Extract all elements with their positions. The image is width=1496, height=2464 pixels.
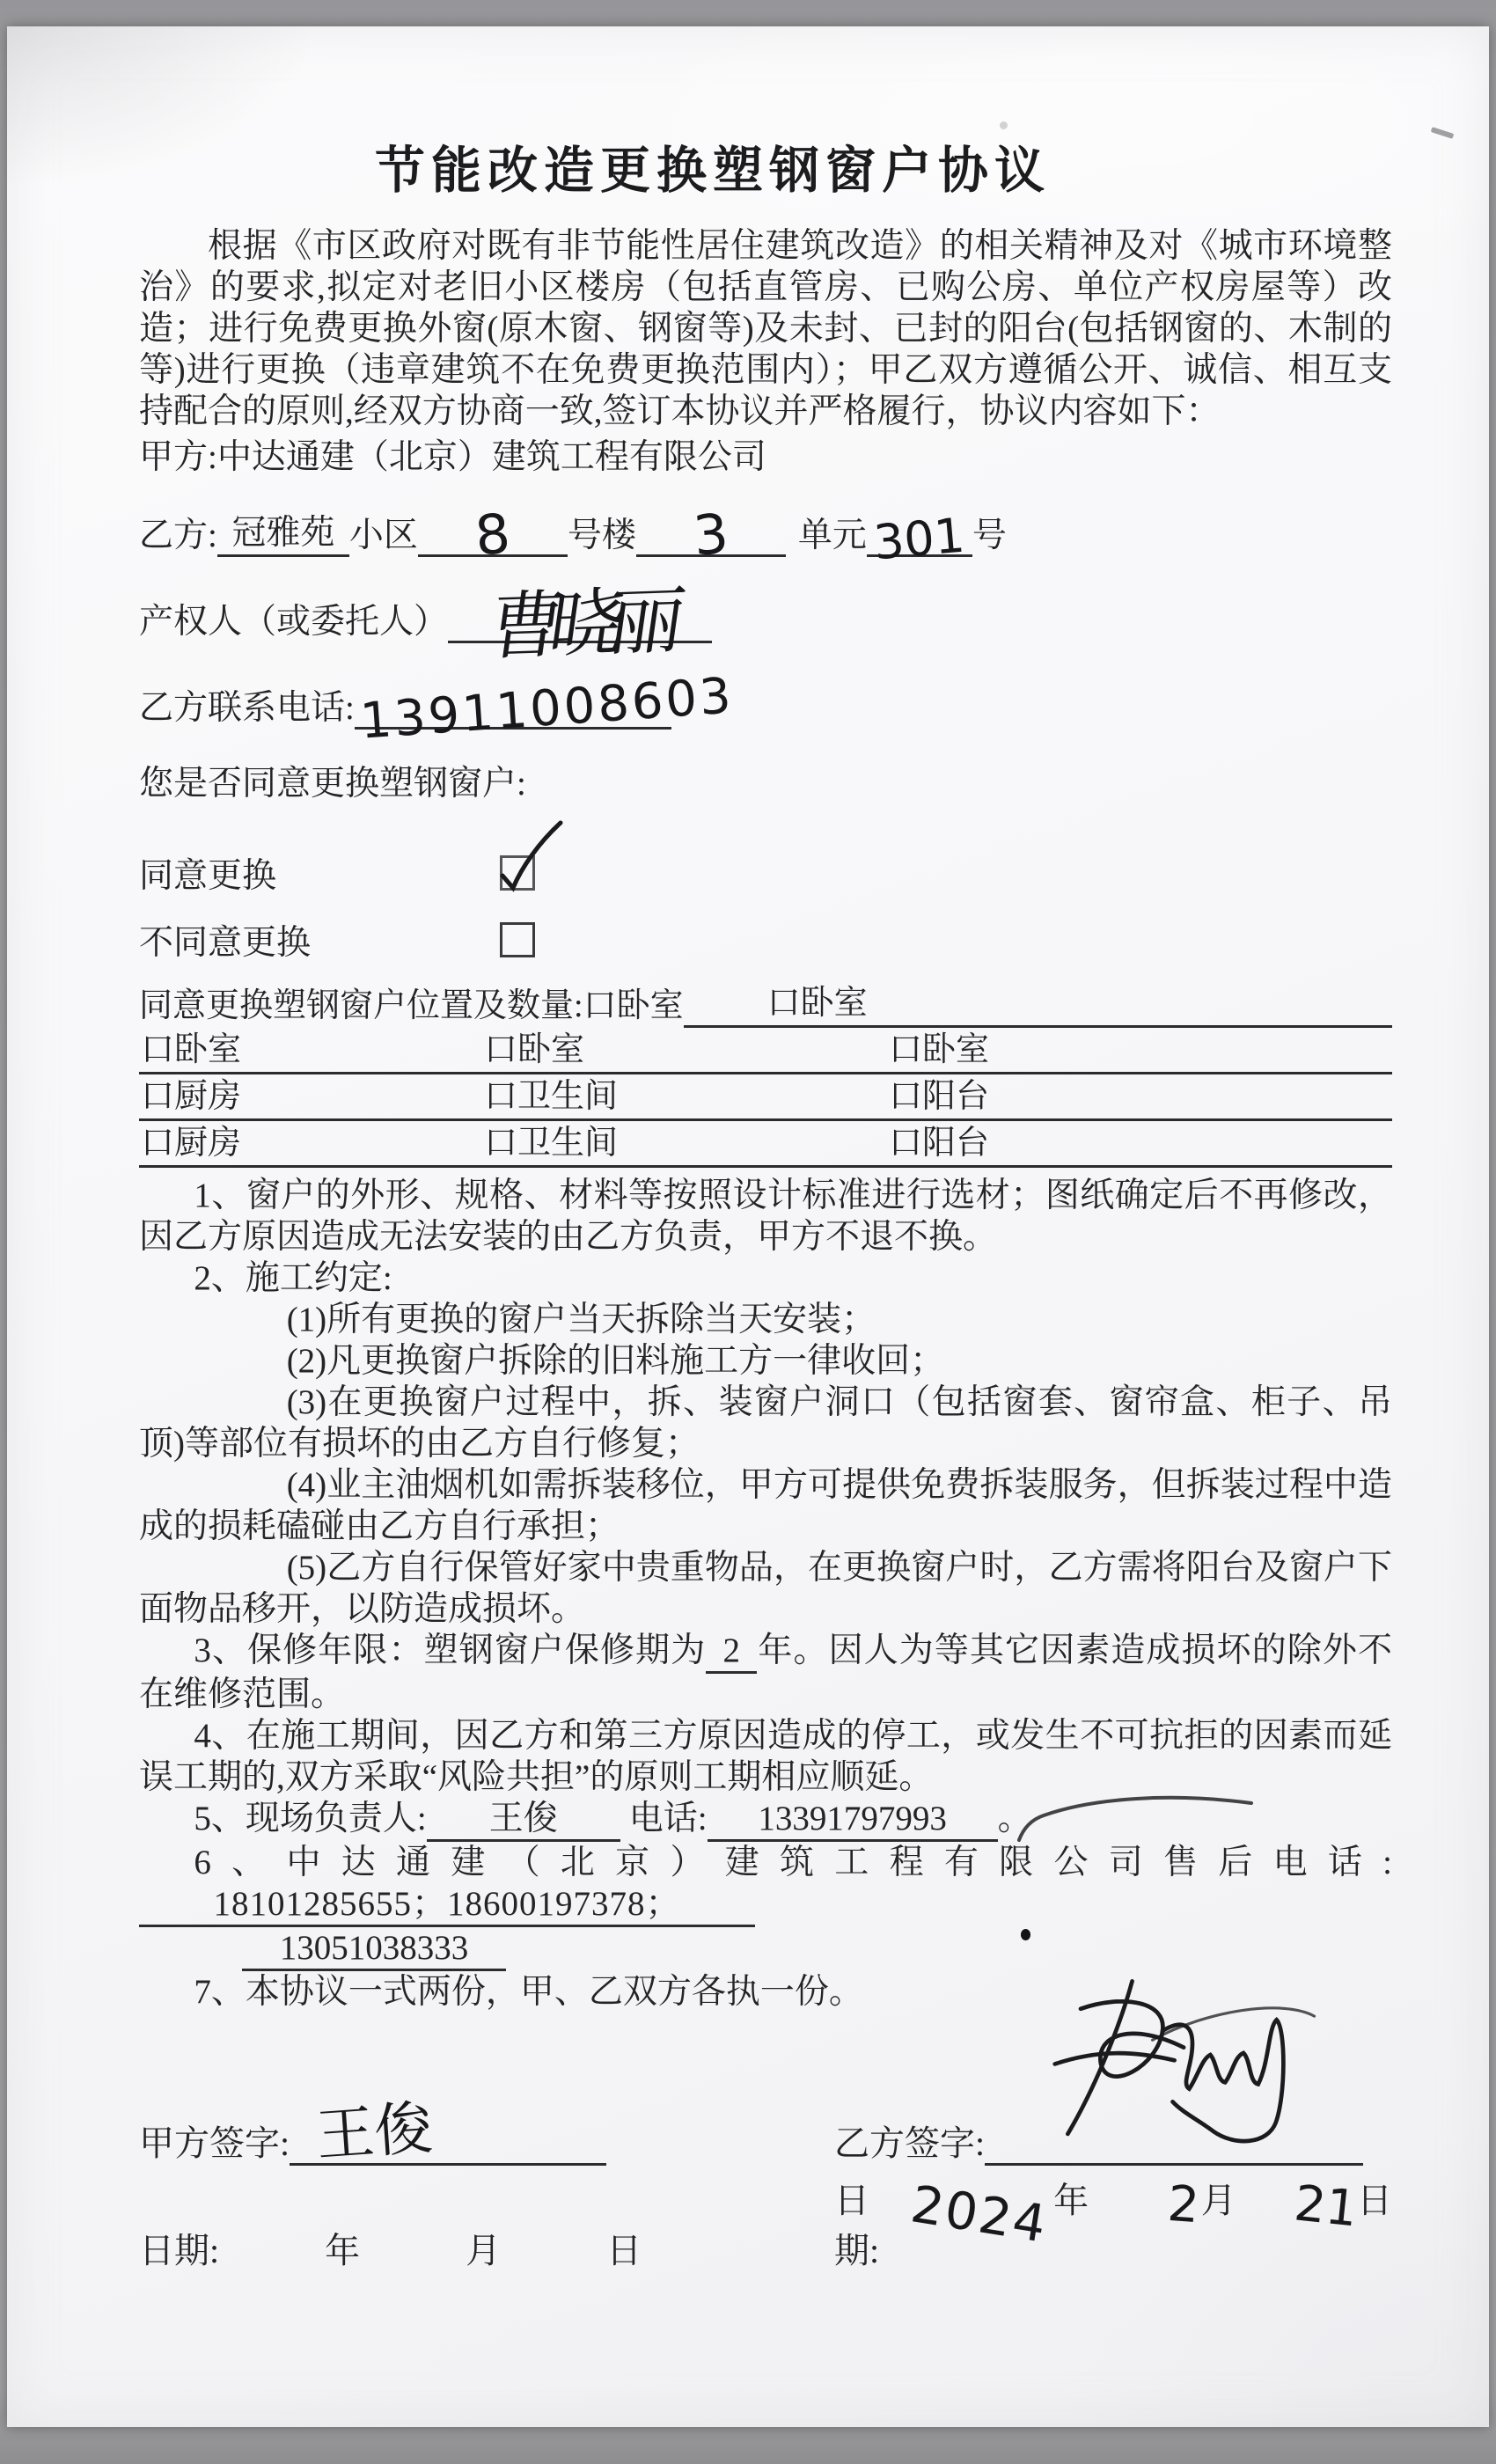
locations-table [139, 982, 1392, 1168]
loc-cell: 口卧室 [766, 985, 868, 1022]
phone-blank [355, 667, 736, 751]
owner-label: 产权人（或委托人） [139, 603, 449, 641]
date-b-label: 日期: [834, 2181, 880, 2270]
handwritten-pen-swoosh [1014, 1789, 1260, 1851]
handwritten-owner-name: 曹晓丽 [483, 577, 677, 671]
locations-row-3 [139, 1074, 1392, 1121]
clause-3-prefix: 3、保修年限：塑钢窗户保修期为 [194, 1632, 707, 1669]
unit-suffix: 单元 [797, 517, 867, 554]
clause-7: 7、本协议一式两份，甲、乙双方各执一份。 [194, 1973, 863, 2011]
disagree-checkbox [500, 922, 535, 957]
loc-cell: 口阳台 [889, 1125, 990, 1162]
unit-blank [636, 490, 786, 568]
loc-cell: 口厨房 [141, 1125, 242, 1162]
clause-3-suffix: 年。因人为等其它因素造成损坏的除外不在维修范围。 [139, 1632, 1392, 1713]
disagree-row [139, 906, 1392, 973]
party-a-signature-label: 甲方签字: [139, 2123, 290, 2163]
party-a-label: 甲方: [139, 438, 217, 476]
handwritten-building-number: 8 [473, 501, 513, 568]
contact-line [139, 656, 1392, 751]
clause-3 [139, 1630, 1392, 1715]
agree-row [139, 840, 1392, 906]
party-a-value: 中达通建（北京）建筑工程有限公司 [216, 438, 766, 476]
party-b-line [139, 492, 1392, 571]
building-suffix: 号楼 [567, 517, 636, 554]
locations-row1-line [684, 979, 1392, 1028]
owner-line [139, 569, 1392, 671]
clause-6-line-2 [139, 1927, 1392, 1971]
day-suffix: 日 [1357, 2181, 1392, 2220]
handwritten-party-a-signature: 王俊 [314, 2094, 436, 2170]
building-blank [418, 490, 568, 568]
signature-row [139, 2094, 1392, 2170]
clause-4: 4、在施工期间，因乙方和第三方原因造成的停工，或发生不可抗拒的因素而延误工期的,双方采取“风险共担”的原则工期相应顺延。 [139, 1717, 1392, 1796]
scan-speck [1000, 121, 1008, 129]
party-a-signature-line [290, 2094, 606, 2170]
clause-6 [139, 1842, 1392, 1927]
handwritten-check-mark-icon [497, 821, 566, 895]
date-row [139, 2174, 1392, 2273]
community-suffix: 小区 [348, 517, 418, 554]
loc-cell: 口卧室 [583, 987, 684, 1024]
handwritten-year: 2024 [907, 2174, 1052, 2255]
signature-section [139, 2094, 1392, 2273]
warranty-years-blank: 2 [706, 1630, 757, 1674]
party-a-line [139, 436, 1392, 480]
clause-2-5: (5)乙方自行保管好家中贵重物品，在更换窗户时，乙方需将阳台及窗户下面物品移开，以防造成损坏。 [139, 1549, 1392, 1628]
loc-cell: 口卫生间 [484, 1125, 619, 1162]
locations-label: 同意更换塑钢窗户位置及数量: [139, 987, 583, 1024]
month-suffix: 月 [1200, 2181, 1236, 2220]
month-suffix: 月 [466, 2231, 502, 2270]
loc-cell: 口卧室 [484, 1031, 585, 1068]
loc-cell: 口卧室 [889, 1031, 990, 1068]
contact-label: 乙方联系电话: [139, 689, 355, 727]
locations-row-1 [139, 982, 1392, 1028]
party-b-signature-block [834, 2116, 1392, 2166]
scanned-paper-sheet [7, 26, 1489, 2427]
clause-1: 1、窗户的外形、规格、材料等按照设计标准进行选材；图纸确定后不再修改，因乙方原因造成无法安装的由乙方负责，甲方不退不换。 [139, 1177, 1392, 1256]
clause-2-3: (3)在更换窗户过程中，拆、装窗户洞口（包括窗套、窗帘盒、柜子、吊顶)等部位有损坏的由乙方自行修复； [139, 1383, 1392, 1463]
handwritten-day: 21 [1291, 2174, 1360, 2239]
clause-2-4: (4)业主油烟机如需拆装移位，甲方可提供免费拆装服务，但拆装过程中造成的损耗磕碰由乙方自行承担； [139, 1466, 1392, 1545]
intro-paragraph: 根据《市区政府对既有非节能性居住建筑改造》的相关精神及对《城市环境整治》的要求,拟定对老旧小区楼房（包括直管房、已购公房、单位产权房屋等）改造；进行免费更换外窗(原木窗、钢窗等)及未封、已封的阳台(包括钢窗的、木制的等)进行更换（违章建筑不在免费更换范围内）；甲乙双方遵循公开、诚信、相互支持配合的原则,经双方协商一致,签订本协议并严格履行，协议内容如下： [139, 227, 1392, 430]
year-suffix: 年 [325, 2231, 361, 2270]
locations-lead [139, 978, 684, 1028]
ink-dot [1021, 1929, 1030, 1940]
party-a-signature-block [139, 2094, 834, 2170]
locations-row-2 [139, 1028, 1392, 1074]
clause-5-suffix: 。 [997, 1800, 1032, 1837]
handwritten-unit-number: 3 [691, 501, 731, 568]
clause-2-1: (1)所有更换的窗户当天拆除当天安装； [286, 1301, 876, 1338]
scan-speck [1431, 127, 1455, 139]
clause-2: 2、施工约定: [194, 1259, 392, 1297]
party-b-label: 乙方: [139, 517, 217, 554]
handwritten-room-number: 301 [871, 507, 967, 571]
agree-label: 同意更换 [139, 857, 277, 895]
date-b-block [834, 2165, 1392, 2273]
consent-question: 您是否同意更换塑钢窗户: [139, 765, 526, 803]
loc-cell: 口卧室 [141, 1031, 242, 1068]
date-a-label: 日期: [139, 2231, 220, 2270]
loc-cell: 口阳台 [889, 1078, 990, 1115]
community-blank [217, 505, 349, 557]
owner-blank [448, 577, 712, 671]
handwritten-phone-number: 13911008603 [358, 667, 736, 751]
community-value: 冠雅苑 [231, 514, 335, 552]
year-suffix: 年 [1053, 2181, 1089, 2220]
site-manager-blank: 王俊 [427, 1798, 620, 1842]
service-phone-2-blank: 13051038333 [242, 1927, 506, 1971]
service-phones-blank: 18101285655；18600197378； [139, 1883, 755, 1927]
room-suffix: 号 [972, 517, 1007, 554]
agree-checkbox [500, 855, 535, 891]
site-manager-phone-blank: 13391797993 [708, 1798, 998, 1842]
clauses-section [139, 1175, 1392, 2013]
agreement-content [139, 130, 1392, 2273]
clause-5-prefix: 5、现场负责人: [194, 1800, 427, 1837]
page-title: 节能改造更换塑钢窗户协议 [375, 143, 1051, 199]
loc-cell: 口厨房 [141, 1078, 242, 1115]
date-a-block [139, 2223, 834, 2273]
day-suffix: 日 [606, 2231, 642, 2270]
room-blank [867, 499, 972, 571]
party-b-signature-label: 乙方签字: [834, 2123, 986, 2163]
clause-6-prefix: 6、中达通建（北京）建筑工程有限公司售后电话: [194, 1844, 1392, 1881]
handwritten-month: 2 [1165, 2174, 1201, 2235]
disagree-label: 不同意更换 [139, 924, 312, 962]
party-b-signature-scribble [993, 1974, 1371, 2176]
loc-cell: 口卫生间 [484, 1078, 619, 1115]
clause-2-2: (2)凡更换窗户拆除的旧料施工方一律收回； [286, 1342, 945, 1380]
clause-5-mid: 电话: [628, 1800, 708, 1837]
locations-row-4 [139, 1121, 1392, 1168]
